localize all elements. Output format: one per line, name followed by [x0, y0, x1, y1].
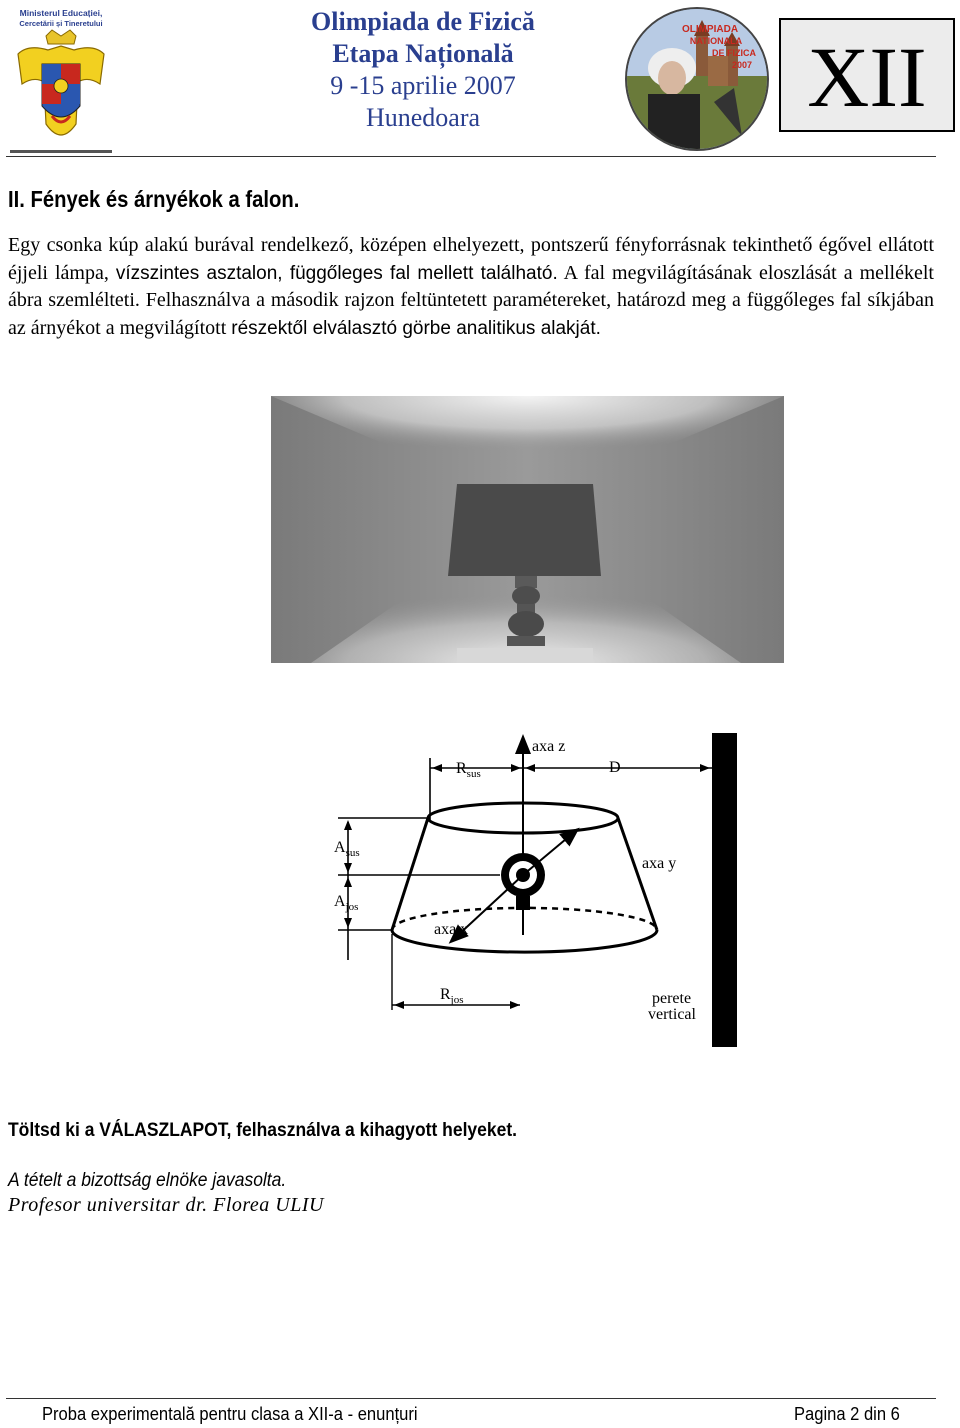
answer-sheet-instruction: Töltsd ki a VÁLASZLAPOT, felhasználva a kihagyott helyeket.: [8, 1120, 518, 1141]
olympiad-title: Olimpiada de Fizică: [311, 7, 535, 36]
header-divider: [6, 156, 936, 157]
statement-part-2: vízszintes asztalon, függőleges fal mellett található.: [115, 262, 558, 284]
grade-box: XII: [779, 18, 955, 132]
vertical-wall: [712, 733, 737, 1047]
wall-label-2: vertical: [648, 1006, 696, 1023]
footer-divider: [6, 1398, 936, 1399]
statement-part-3: A fal megvilágításának eloszlását a mellékelt ábra szemlélteti. Felhasználva a második rajzon feltüntetett paramétereket, határozd meg a függőleges fal síkjában az árnyékot a megvilágított: [8, 261, 934, 339]
logo-left-text-2: Cercetării și Tineretului: [19, 19, 103, 28]
ministry-logo: [8, 6, 114, 154]
statement-part-4: részektől elválasztó görbe analitikus alakját.: [231, 317, 601, 339]
lamp-geometry-diagram: [320, 730, 740, 1050]
logo-right-text-4: 2007: [731, 60, 753, 70]
axis-x-label: axa x: [434, 921, 469, 938]
axis-z-label: axa z: [532, 738, 566, 755]
a-bottom-label: $A_{jos}$: [334, 893, 359, 913]
statement-part-1: Egy csonka kúp alakú burával rendelkező, középen elhelyezett, pontszerű fényforrásnak tekinthető égővel ellátott éjjeli lámpa,: [8, 234, 934, 284]
logo-right-text-3: DE FIZICA: [712, 48, 756, 58]
olympiad-city: Hunedoara: [365, 103, 481, 132]
lamp-photo: [271, 396, 784, 663]
author-name: Profesor universitar dr. Florea ULIU: [8, 1194, 324, 1216]
olympiad-badge-logo: [624, 6, 770, 152]
logo-right-text-1: OLIMPIADA: [681, 24, 739, 35]
axis-y-label: axa y: [642, 855, 677, 872]
footer-title: Proba experimentală pentru clasa a XII-a - enunțuri: [42, 1404, 418, 1424]
wall-label-1: perete: [652, 990, 692, 1007]
logo-right-text-2: NATIONALA: [689, 36, 743, 46]
olympiad-header: [270, 6, 576, 134]
distance-label: D: [609, 759, 621, 776]
r-top-label: $R_{sus}$: [456, 760, 481, 780]
a-top-label: $A_{sus}$: [334, 839, 360, 859]
page-number: Pagina 2 din 6: [794, 1404, 900, 1424]
section-title: II. Fények és árnyékok a falon.: [8, 186, 300, 212]
logo-left-text-1: Ministerul Educației,: [19, 8, 103, 18]
proposed-by-note: A tételt a bizottság elnöke javasolta.: [8, 1170, 287, 1191]
olympiad-stage: Etapa Națională: [332, 39, 514, 68]
r-bottom-label: $R_{jos}$: [440, 986, 464, 1006]
olympiad-dates: 9 -15 aprilie 2007: [330, 71, 516, 100]
problem-statement: [8, 232, 934, 342]
